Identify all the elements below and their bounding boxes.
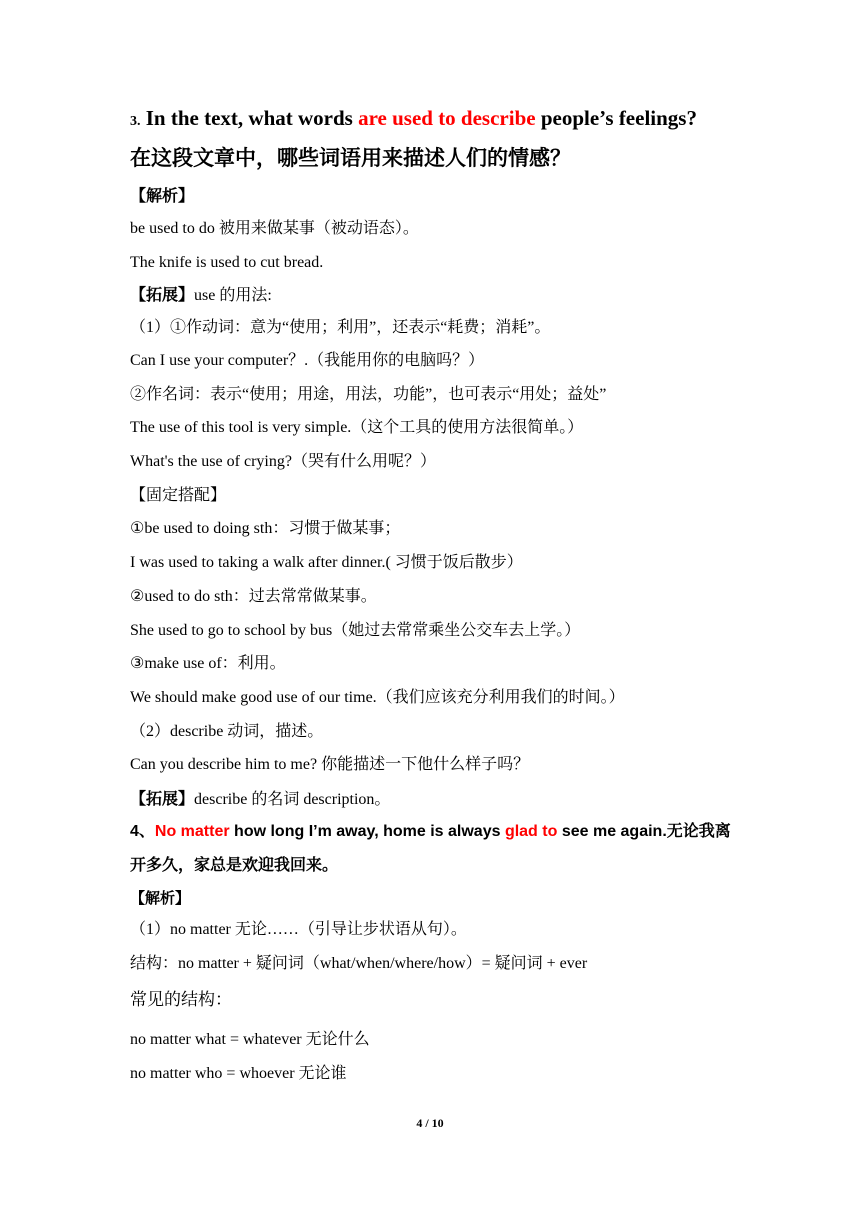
highlighted-phrase: No matter xyxy=(154,823,230,840)
example-sentence: The use of this tool is very simple.（这个工具的使用方法很简单。） xyxy=(130,419,584,436)
question-4-title-cont: 开多久，家总是欢迎我回来。 xyxy=(130,855,339,874)
collocation-heading: 【固定搭配】 xyxy=(130,485,227,504)
text-line: ①be used to doing sth：习惯于做某事； xyxy=(130,520,401,537)
extension-heading: 【拓展】use 的用法: xyxy=(130,285,272,304)
page-number: 4 / 10 xyxy=(416,1116,444,1130)
question-4-title: 4、No matter how long I’m away, home is always glad to see me again.无论我离 xyxy=(130,823,731,840)
highlighted-phrase: are used to describe xyxy=(358,106,536,130)
highlighted-phrase: glad to xyxy=(504,823,558,840)
text-line: （1）no matter 无论……（引导让步状语从句）。 xyxy=(130,921,467,938)
example-sentence: I was used to taking a walk after dinner.( 习惯于饭后散步） xyxy=(130,554,523,571)
subheading: 常见的结构： xyxy=(130,990,232,1010)
text-line: ③make use of：利用。 xyxy=(130,655,286,672)
example-sentence: What's the use of crying?（哭有什么用呢？） xyxy=(130,453,436,470)
example-sentence: The knife is used to cut bread. xyxy=(130,254,324,271)
analysis-heading: 【解析】 xyxy=(130,889,191,907)
text-line: （2）describe 动词，描述。 xyxy=(130,723,324,740)
example-sentence: We should make good use of our time.（我们应该充分利用我们的时间。） xyxy=(130,689,625,706)
title-text: In the text, what words xyxy=(140,106,359,130)
text-line: （1）①作动词：意为“使用；利用”，还表示“耗费；消耗”。 xyxy=(130,319,551,336)
title-text: people’s feelings? xyxy=(535,106,697,130)
text-line: 结构：no matter + 疑问词（what/when/where/how）= 疑问词 + ever xyxy=(130,955,588,972)
text-line: no matter what = whatever 无论什么 xyxy=(130,1031,370,1048)
text-line: ②作名词：表示“使用；用途，用法，功能”，也可表示“用处；益处” xyxy=(130,386,607,403)
text-line: no matter who = whoever 无论谁 xyxy=(130,1065,347,1082)
example-sentence: She used to go to school by bus（她过去常常乘坐公交车去上学。） xyxy=(130,622,581,639)
example-sentence: Can I use your computer？.（我能用你的电脑吗？） xyxy=(130,352,485,369)
question-3-translation: 在这段文章中，哪些词语用来描述人们的情感？ xyxy=(130,146,571,170)
text-line: ②used to do sth：过去常常做某事。 xyxy=(130,588,377,605)
analysis-heading: 【解析】 xyxy=(130,186,195,205)
text-line: be used to do 被用来做某事（被动语态）。 xyxy=(130,220,419,237)
example-sentence: Can you describe him to me? 你能描述一下他什么样子吗？ xyxy=(130,756,530,773)
question-3-title xyxy=(130,105,697,135)
extension-heading: 【拓展】describe 的名词 description。 xyxy=(130,789,391,808)
question-number: 3. xyxy=(130,114,141,129)
